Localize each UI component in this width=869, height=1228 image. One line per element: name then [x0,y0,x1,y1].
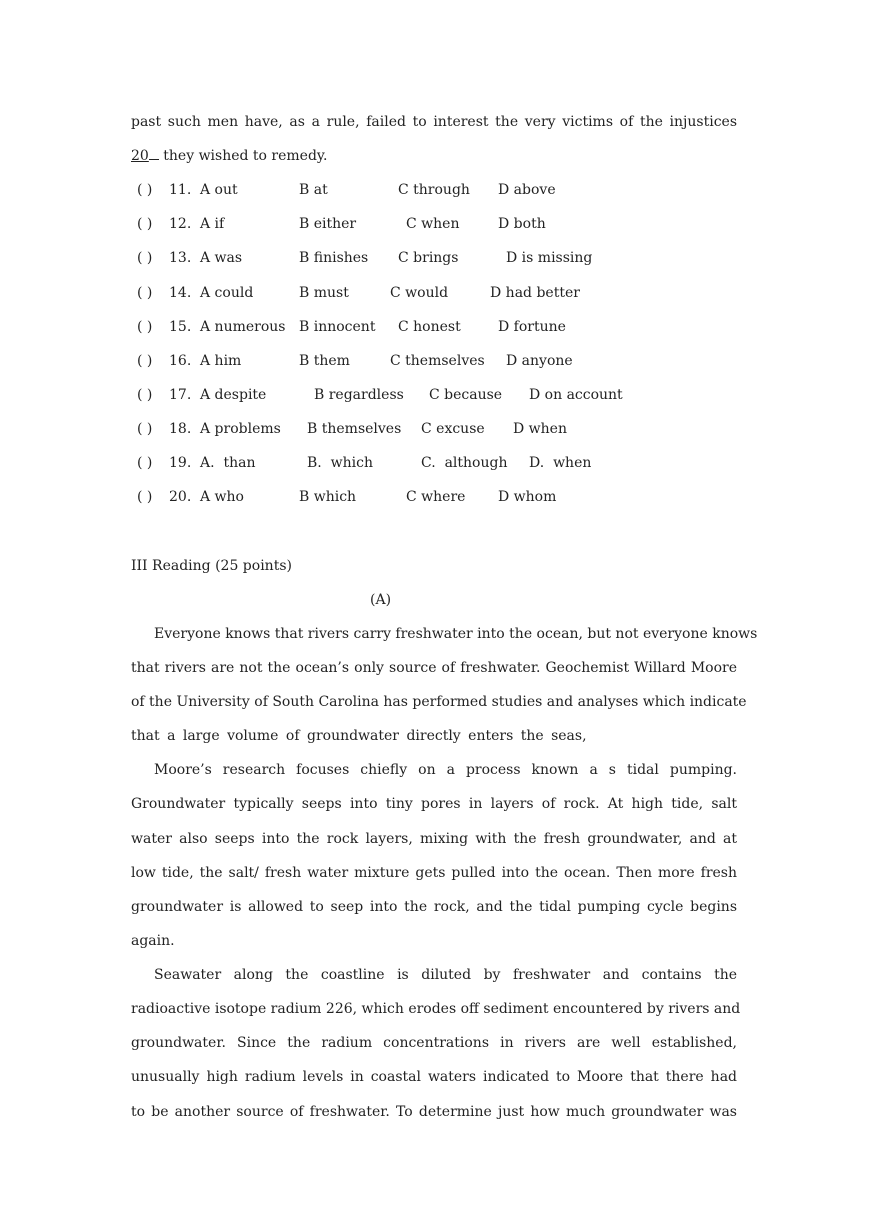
answer-paren[interactable]: ( ) [137,421,153,437]
passage-label: (A) [370,592,392,608]
option-b: B either [299,216,357,232]
option-a: A if [200,216,225,232]
answer-paren[interactable]: ( ) [137,455,153,471]
option-a: A who [200,489,244,505]
option-a: A problems [200,421,281,437]
option-b: B innocent [299,319,376,335]
option-b: B. which [307,455,373,471]
option-d: D on account [529,387,623,403]
option-d: D anyone [506,353,573,369]
option-a: A. than [200,455,256,471]
reading-line: of the University of South Carolina has performed studies and analyses which indicate [131,694,747,710]
question-number: 16. [169,353,192,369]
answer-paren[interactable]: ( ) [137,387,153,403]
question-number: 14. [169,285,192,301]
reading-line: Groundwater typically seeps into tiny pores in layers of rock. At high tide, salt [131,796,737,812]
option-d: D fortune [498,319,566,335]
question-number: 18. [169,421,192,437]
option-c: C honest [398,319,461,335]
option-a: A despite [200,387,267,403]
reading-line: to be another source of freshwater. To determine just how much groundwater was [131,1104,737,1120]
option-c: C through [398,182,470,198]
option-b: B finishes [299,250,369,266]
option-c: C themselves [390,353,485,369]
passage-line: past such men have, as a rule, failed to interest the very victims of the injustices [131,114,737,130]
option-c: C would [390,285,449,301]
question-number: 15. [169,319,192,335]
question-number: 12. [169,216,192,232]
option-b: B must [299,285,349,301]
option-c: C excuse [421,421,485,437]
option-a: A numerous [200,319,286,335]
passage-line [131,139,737,173]
option-a: A could [200,285,254,301]
option-a: A was [200,250,243,266]
option-c: C where [406,489,466,505]
option-c: C when [406,216,460,232]
reading-line: that a large volume of groundwater directly enters the seas, [131,728,587,744]
option-b: B which [299,489,357,505]
reading-line: that rivers are not the ocean’s only source of freshwater. Geochemist Willard Moore [131,660,737,676]
reading-line: groundwater is allowed to seep into the rock, and the tidal pumping cycle begins [131,899,737,915]
reading-line: Everyone knows that rivers carry freshwater into the ocean, but not everyone knows [154,626,758,642]
reading-line: Seawater along the coastline is diluted by freshwater and contains the [154,967,737,983]
answer-paren[interactable]: ( ) [137,285,153,301]
reading-line: unusually high radium levels in coastal waters indicated to Moore that there had [131,1069,737,1085]
option-b: B them [299,353,350,369]
option-d: D. when [529,455,592,471]
blank-number: 20 [131,148,149,164]
section-heading: III Reading (25 points) [131,558,292,574]
option-a: A him [200,353,242,369]
option-d: D above [498,182,556,198]
option-c: C brings [398,250,459,266]
option-b: B at [299,182,328,198]
option-d: D had better [490,285,580,301]
answer-paren[interactable]: ( ) [137,319,153,335]
answer-paren[interactable]: ( ) [137,489,153,505]
option-d: D whom [498,489,557,505]
option-d: D when [513,421,567,437]
reading-line: again. [131,933,175,949]
question-number: 19. [169,455,192,471]
question-number: 17. [169,387,192,403]
blank-underline [149,145,159,160]
option-b: B regardless [314,387,404,403]
option-b: B themselves [307,421,402,437]
reading-line: radioactive isotope radium 226, which erodes off sediment encountered by rivers and [131,1001,741,1017]
reading-line: water also seeps into the rock layers, mixing with the fresh groundwater, and at [131,831,737,847]
option-d: D is missing [506,250,593,266]
passage-text: they wished to remedy. [158,148,328,164]
question-number: 20. [169,489,192,505]
reading-line: Moore’s research focuses chiefly on a process known a s tidal pumping. [154,762,737,778]
option-c: C. although [421,455,508,471]
answer-paren[interactable]: ( ) [137,182,153,198]
question-number: 13. [169,250,192,266]
reading-line: low tide, the salt/ fresh water mixture gets pulled into the ocean. Then more fresh [131,865,737,881]
answer-paren[interactable]: ( ) [137,250,153,266]
option-d: D both [498,216,546,232]
answer-paren[interactable]: ( ) [137,353,153,369]
option-a: A out [200,182,238,198]
question-number: 11. [169,182,192,198]
reading-line: groundwater. Since the radium concentrations in rivers are well established, [131,1035,737,1051]
answer-paren[interactable]: ( ) [137,216,153,232]
option-c: C because [429,387,503,403]
